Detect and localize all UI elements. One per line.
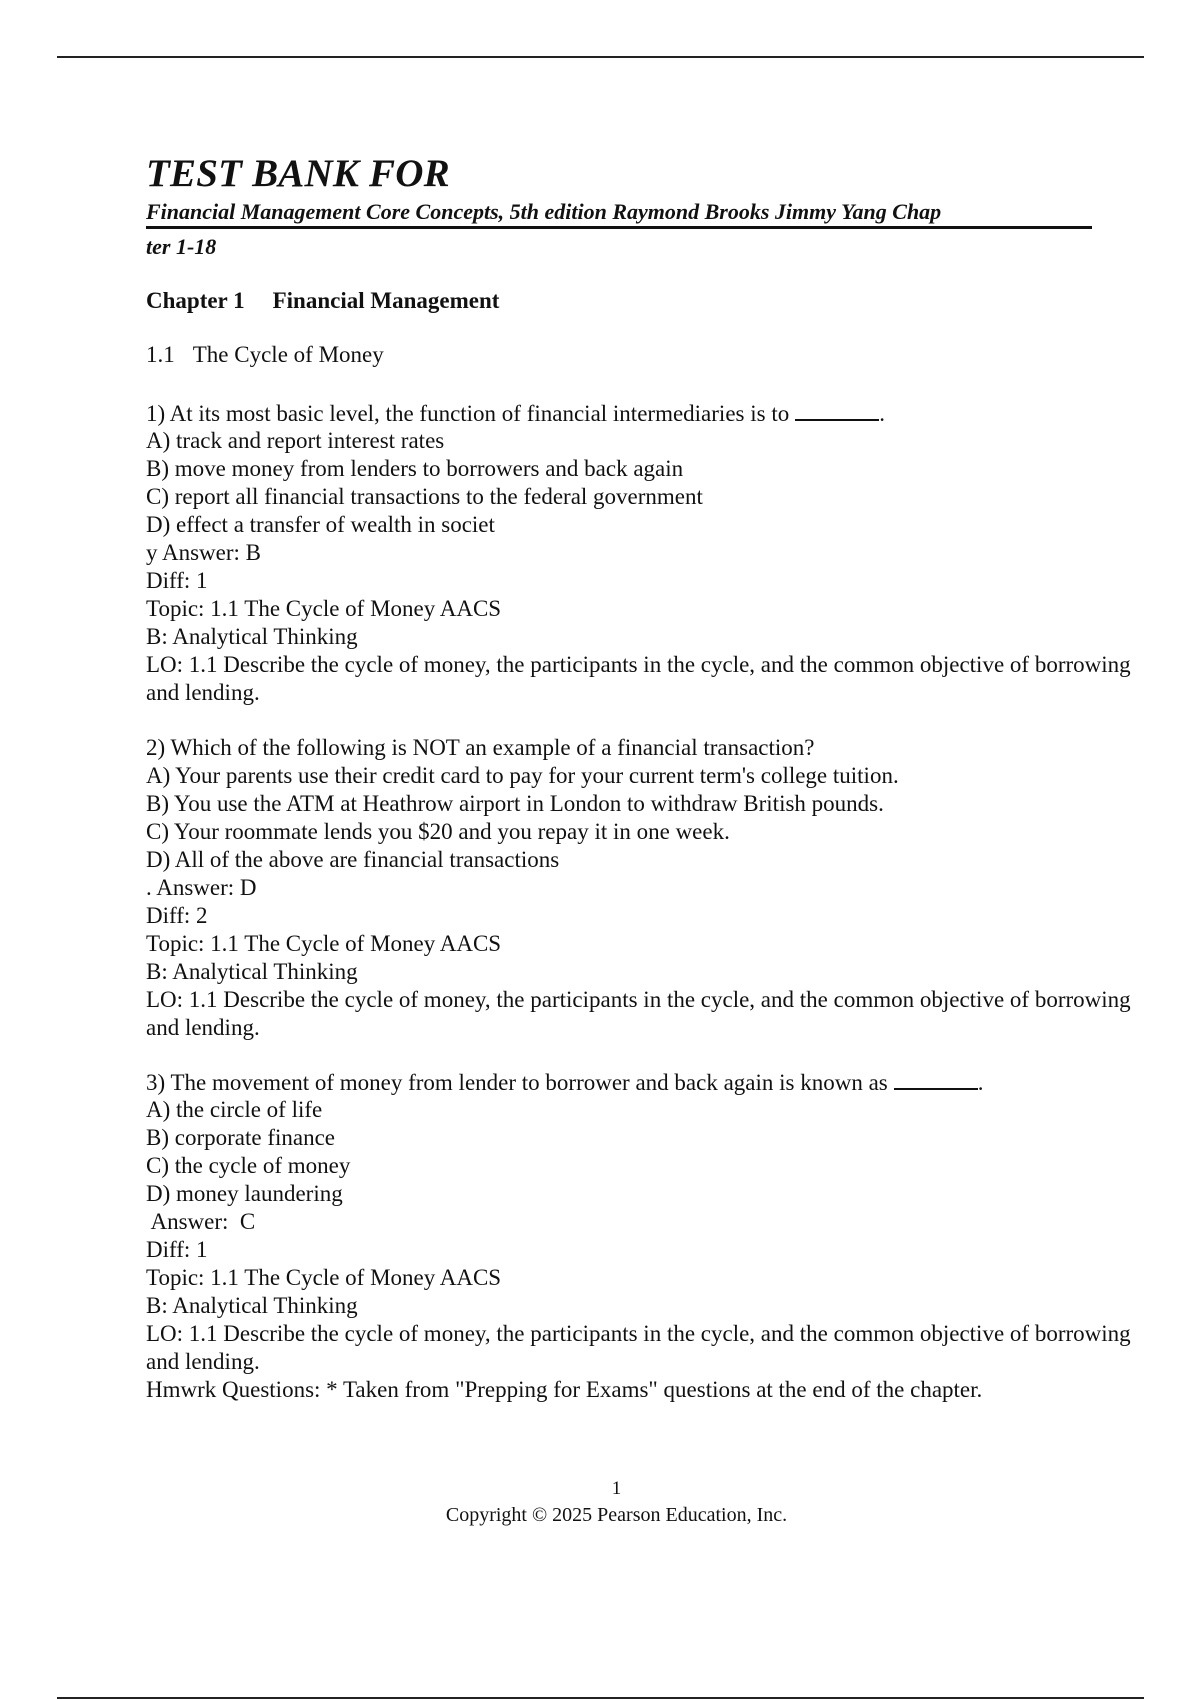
option-d: D) money laundering <box>146 1181 343 1206</box>
topic: Topic: 1.1 The Cycle of Money AACS <box>146 931 502 956</box>
chapter-heading <box>146 287 499 315</box>
section-heading <box>146 341 384 369</box>
homework-note: Hmwrk Questions: * Taken from "Prepping for Exams" questions at the end of the chapter. <box>146 1377 983 1402</box>
topic: Topic: 1.1 The Cycle of Money AACS <box>146 1265 502 1290</box>
option-b: B) move money from lenders to borrowers and back again <box>146 456 684 481</box>
answer-line: y Answer: B <box>146 540 261 565</box>
section-number: 1.1 <box>146 342 175 367</box>
option-d: D) All of the above are financial transactions <box>146 847 560 872</box>
option-a: A) Your parents use their credit card to pay for your current term's college tuition. <box>146 763 899 788</box>
learning-objective: LO: 1.1 Describe the cycle of money, the participants in the cycle, and the common objective of borrowing and lending. <box>146 1321 1131 1374</box>
page-number: 1 <box>611 1478 622 1499</box>
answer-line: Answer: C <box>146 1209 256 1234</box>
chapter-number: Chapter 1 <box>146 288 245 313</box>
bottom-rule <box>57 1697 1144 1699</box>
question-stem: 1) At its most basic level, the function of financial intermediaries is to . <box>146 401 885 426</box>
document-title: TEST BANK FOR <box>146 152 450 195</box>
option-c: C) the cycle of money <box>146 1153 351 1178</box>
aacsb-skill: B: Analytical Thinking <box>146 624 358 649</box>
aacsb-skill: B: Analytical Thinking <box>146 959 358 984</box>
learning-objective: LO: 1.1 Describe the cycle of money, the participants in the cycle, and the common objective of borrowing and lending. <box>146 987 1131 1040</box>
option-d: D) effect a transfer of wealth in societ <box>146 512 495 537</box>
difficulty: Diff: 1 <box>146 568 208 593</box>
option-a: A) track and report interest rates <box>146 428 445 453</box>
difficulty: Diff: 2 <box>146 903 208 928</box>
document-subtitle-line-1: Financial Management Core Concepts, 5th edition Raymond Brooks Jimmy Yang Chap <box>146 198 1092 229</box>
document-subtitle-line-2: ter 1-18 <box>146 234 217 259</box>
question-stem: 2) Which of the following is NOT an example of a financial transaction? <box>146 735 815 760</box>
answer-blank <box>894 1068 978 1090</box>
question-stem: 3) The movement of money from lender to borrower and back again is known as . <box>146 1070 984 1095</box>
option-a: A) the circle of life <box>146 1097 323 1122</box>
answer-blank <box>795 399 879 421</box>
option-b: B) You use the ATM at Heathrow airport in London to withdraw British pounds. <box>146 791 884 816</box>
answer-line: . Answer: D <box>146 875 257 900</box>
topic: Topic: 1.1 The Cycle of Money AACS <box>146 596 502 621</box>
question-3 <box>146 1068 1136 1404</box>
learning-objective: LO: 1.1 Describe the cycle of money, the participants in the cycle, and the common objective of borrowing and lending. <box>146 652 1131 705</box>
chapter-name: Financial Management <box>272 288 500 313</box>
option-b: B) corporate finance <box>146 1125 336 1150</box>
aacsb-skill: B: Analytical Thinking <box>146 1293 358 1318</box>
option-c: C) report all financial transactions to the federal government <box>146 484 703 509</box>
question-2 <box>146 734 1136 1042</box>
difficulty: Diff: 1 <box>146 1237 208 1262</box>
question-1 <box>146 399 1136 707</box>
top-rule <box>57 56 1144 58</box>
option-c: C) Your roommate lends you $20 and you repay it in one week. <box>146 819 730 844</box>
copyright-notice: Copyright © 2025 Pearson Education, Inc. <box>445 1504 788 1526</box>
section-title: The Cycle of Money <box>192 342 384 367</box>
